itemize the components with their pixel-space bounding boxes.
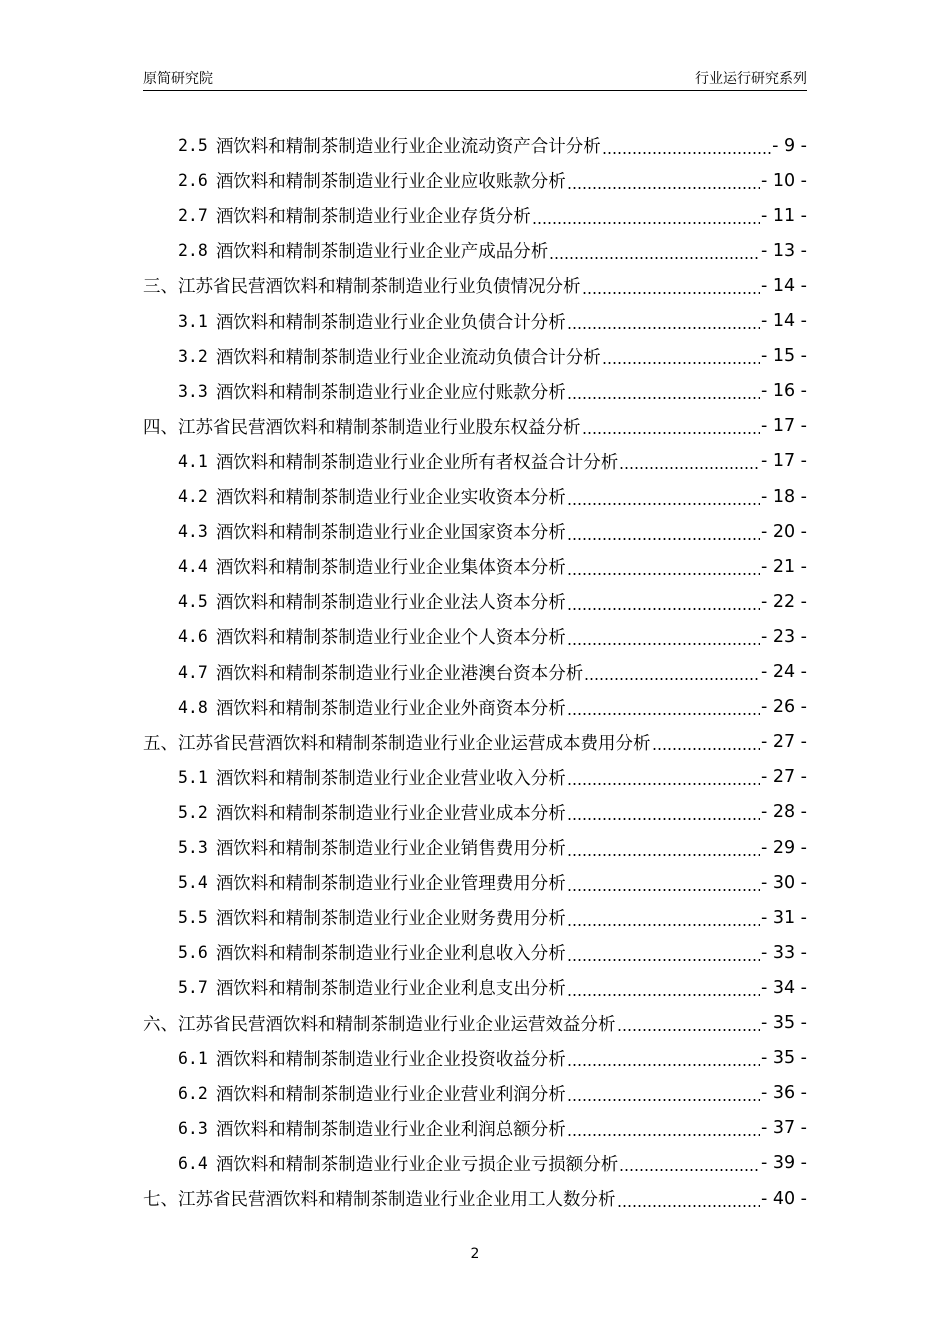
toc-entry-title: 酒饮料和精制茶制造业行业企业应付账款分析 [215,382,566,403]
toc-dot-leader [567,627,760,647]
toc-entry-number: 2.8 [178,241,208,261]
toc-entry-title: 酒饮料和精制茶制造业行业企业个人资本分析 [215,628,566,649]
toc-entry-page: - 28 - [760,802,807,823]
toc-entry-page: - 36 - [760,1083,807,1104]
toc-dot-leader [567,522,760,542]
toc-entry[interactable] [0,970,807,1005]
toc-entry-page: - 34 - [760,977,807,998]
toc-entry-number: 六、 [143,1014,178,1035]
toc-dot-leader [532,206,760,226]
toc-dot-leader [619,451,760,471]
toc-entry-page: - 37 - [760,1118,807,1139]
toc-dot-leader [567,557,760,577]
toc-entry[interactable] [0,900,807,935]
toc-entry-title: 酒饮料和精制茶制造业行业企业应收账款分析 [215,172,566,193]
toc-entry-title: 江苏省民营酒饮料和精制茶制造业行业企业用工人数分析 [178,1190,616,1210]
toc-entry-title: 江苏省民营酒饮料和精制茶制造业行业企业运营成本费用分析 [178,733,651,754]
toc-entry-title: 酒饮料和精制茶制造业行业企业法人资本分析 [215,593,566,614]
toc-entry-title: 酒饮料和精制茶制造业行业企业财务费用分析 [215,909,566,930]
toc-entry-title: 酒饮料和精制茶制造业行业企业利息支出分析 [215,979,566,1000]
toc-entry-page: - 21 - [760,556,807,577]
toc-dot-leader [619,1153,760,1173]
toc-entry-page: - 33 - [760,942,807,963]
toc-entry[interactable] [0,725,807,760]
toc-entry-number: 6.4 [178,1153,208,1173]
toc-entry-title: 酒饮料和精制茶制造业行业企业流动负债合计分析 [215,347,601,368]
toc-dot-leader [567,978,760,998]
toc-entry-page: - 20 - [760,521,807,542]
toc-entry-number: 5.4 [178,873,208,893]
toc-entry-number: 5.3 [178,838,208,857]
toc-entry-page: - 26 - [760,697,807,718]
toc-entry-number: 4.5 [178,592,208,612]
toc-entry-title: 酒饮料和精制茶制造业行业企业流动资产合计分析 [215,137,601,157]
toc-entry-number: 四、 [143,417,178,438]
toc-entry-number: 4.3 [178,522,208,542]
toc-entry[interactable] [0,1041,807,1076]
toc-entry-title: 酒饮料和精制茶制造业行业企业销售费用分析 [215,839,566,859]
toc-entry-title: 江苏省民营酒饮料和精制茶制造业行业负债情况分析 [178,277,581,298]
toc-entry-page: - 23 - [760,626,807,647]
toc-dot-leader [567,697,760,717]
header-series-name: 行业运行研究系列 [695,71,807,87]
toc-entry-number: 4.4 [178,557,208,577]
toc-entry[interactable] [0,1146,807,1181]
toc-entry-number: 2.5 [178,136,208,155]
toc-entry-page: - 35 - [760,1048,807,1069]
toc-entry-title: 酒饮料和精制茶制造业行业企业所有者权益合计分析 [215,452,619,473]
toc-entry-page: - 40 - [760,1188,807,1209]
toc-entry-page: - 27 - [760,767,807,788]
toc-entry-title: 酒饮料和精制茶制造业行业企业投资收益分析 [215,1049,566,1070]
toc-entry-title: 酒饮料和精制茶制造业行业企业营业收入分析 [215,768,566,789]
toc-entry-title: 酒饮料和精制茶制造业行业企业外商资本分析 [215,698,566,719]
toc-dot-leader [584,662,760,682]
toc-entry-number: 2.7 [178,206,208,226]
toc-entry-number: 4.8 [178,697,208,717]
toc-entry-number: 4.6 [178,627,208,647]
toc-entry[interactable] [0,584,807,619]
toc-entry[interactable] [0,619,807,654]
toc-entry-page: - 31 - [760,907,807,928]
toc-entry-page: - 18 - [760,486,807,507]
toc-entry-title: 江苏省民营酒饮料和精制茶制造业行业企业运营效益分析 [178,1014,616,1035]
toc-entry-number: 5.2 [178,802,208,822]
toc-entry[interactable] [0,1006,807,1041]
toc-entry-title: 酒饮料和精制茶制造业行业企业集体资本分析 [215,558,566,579]
toc-entry-title: 酒饮料和精制茶制造业行业企业产成品分析 [215,242,549,263]
toc-dot-leader [652,732,760,752]
toc-entry-number: 4.1 [178,451,208,471]
toc-entry-number: 6.1 [178,1048,208,1068]
toc-entry[interactable] [0,163,807,198]
toc-dot-leader [602,136,771,156]
toc-entry[interactable] [0,514,807,549]
toc-entry-page: - 14 - [760,275,807,296]
toc-entry-page: - 16 - [760,381,807,402]
page-number: 2 [470,1246,480,1262]
toc-entry-page: - 29 - [760,837,807,858]
toc-entry-number: 4.7 [178,662,208,682]
page-header [143,66,807,91]
toc-entry-title: 酒饮料和精制茶制造业行业企业国家资本分析 [215,523,566,544]
toc-entry-page: - 24 - [760,662,807,682]
toc-dot-leader [567,943,760,963]
toc-entry[interactable] [0,865,807,900]
toc-entry[interactable] [0,655,807,690]
toc-dot-leader [617,1189,760,1209]
toc-entry-page: - 22 - [760,591,807,612]
toc-entry[interactable] [0,935,807,970]
toc-entry[interactable] [0,374,807,409]
toc-dot-leader [549,241,760,261]
toc-entry-page: - 27 - [760,732,807,753]
toc-entry-number: 5.1 [178,767,208,787]
toc-dot-leader [567,908,760,928]
toc-entry-title: 酒饮料和精制茶制造业行业企业亏损企业亏损额分析 [215,1154,619,1175]
toc-entry-title: 江苏省民营酒饮料和精制茶制造业行业股东权益分析 [178,417,581,438]
toc-entry[interactable] [0,479,807,514]
toc-entry-number: 5.7 [178,978,208,998]
toc-entry-number: 5.5 [178,908,208,928]
toc-entry[interactable] [0,760,807,795]
toc-entry-page: - 9 - [772,135,807,156]
toc-entry-title: 酒饮料和精制茶制造业行业企业营业成本分析 [215,803,566,824]
toc-entry-page: - 39 - [760,1153,807,1174]
toc-entry-page: - 13 - [760,240,807,261]
toc-entry-number: 五、 [143,733,178,754]
toc-entry-number: 3.2 [178,346,208,366]
toc-entry-page: - 35 - [760,1013,807,1033]
toc-entry[interactable] [0,795,807,830]
toc-entry-title: 酒饮料和精制茶制造业行业企业管理费用分析 [215,874,566,895]
toc-entry-page: - 11 - [760,205,807,226]
toc-entry[interactable] [0,409,807,444]
toc-dot-leader [567,381,760,401]
toc-dot-leader [567,487,760,507]
toc-entry[interactable] [0,268,807,303]
toc-entry-page: - 17 - [760,451,807,472]
toc-dot-leader [567,592,760,612]
toc-entry-title: 酒饮料和精制茶制造业行业企业利润总额分析 [215,1119,566,1140]
toc-entry[interactable] [0,444,807,479]
toc-entry[interactable] [0,304,807,339]
toc-dot-leader [567,802,760,822]
toc-entry[interactable] [0,1181,807,1216]
toc-entry[interactable] [0,339,807,374]
toc-entry[interactable] [0,690,807,725]
header-org-name: 原简研究院 [143,71,213,87]
toc-dot-leader [567,311,760,331]
toc-dot-leader [567,1083,760,1103]
toc-dot-leader [602,346,760,366]
toc-entry-title: 酒饮料和精制茶制造业行业企业营业利润分析 [215,1084,566,1105]
toc-entry-number: 6.3 [178,1118,208,1138]
toc-dot-leader [567,171,760,191]
toc-entry-number: 4.2 [178,487,208,506]
toc-entry-number: 6.2 [178,1083,208,1103]
toc-entry-number: 2.6 [178,171,208,191]
toc-entry-number: 3.3 [178,381,208,401]
toc-dot-leader [567,767,760,787]
toc-dot-leader [567,1048,760,1068]
toc-entry[interactable] [0,128,807,163]
toc-entry-title: 酒饮料和精制茶制造业行业企业港澳台资本分析 [215,663,584,684]
toc-entry[interactable] [0,233,807,268]
toc-entry-title: 酒饮料和精制茶制造业行业企业实收资本分析 [215,488,566,508]
toc-entry-number: 七、 [143,1190,178,1210]
toc-entry[interactable] [0,1076,807,1111]
toc-dot-leader [567,838,760,858]
toc-entry-title: 酒饮料和精制茶制造业行业企业负债合计分析 [215,312,566,333]
toc-entry-title: 酒饮料和精制茶制造业行业企业存货分析 [215,207,531,228]
toc-entry-title: 酒饮料和精制茶制造业行业企业利息收入分析 [215,944,566,965]
toc-entry[interactable] [0,830,807,865]
toc-entry-page: - 17 - [760,416,807,437]
toc-entry-page: - 30 - [760,872,807,893]
toc-entry-page: - 14 - [760,311,807,331]
toc-entry-number: 三、 [143,277,178,298]
toc-entry[interactable] [0,549,807,584]
toc-dot-leader [617,1013,760,1033]
toc-dot-leader [582,276,760,296]
toc-entry-number: 3.1 [178,311,208,331]
toc-entry-page: - 10 - [760,170,807,191]
toc-entry-page: - 15 - [760,346,807,367]
toc-dot-leader [567,1118,760,1138]
toc-entry[interactable] [0,1111,807,1146]
toc-entry-number: 5.6 [178,943,208,963]
toc-dot-leader [567,873,760,893]
toc-entry[interactable] [0,198,807,233]
toc-dot-leader [582,416,760,436]
